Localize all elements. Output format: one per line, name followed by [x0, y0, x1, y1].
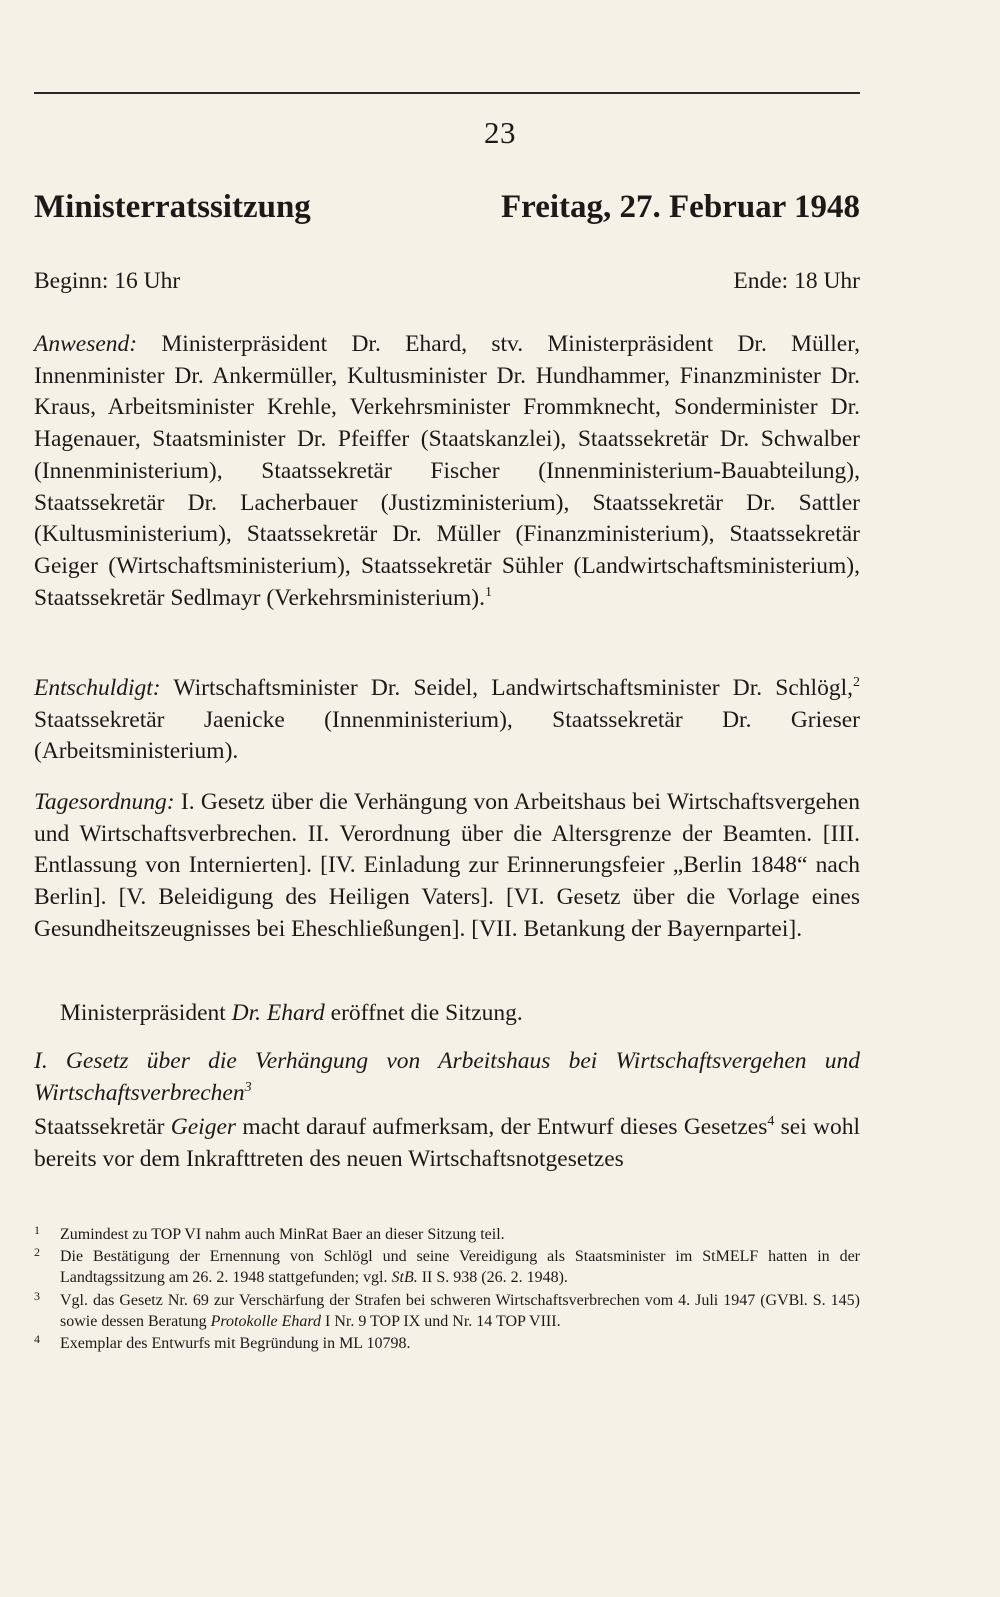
excused-paragraph: [34, 673, 860, 768]
footnote-italic: StB.: [391, 1269, 418, 1287]
header-rule: [34, 92, 860, 94]
item-heading-text: I. Gesetz über die Verhängung von Arbeitshaus bei Wirtschaftsvergehen und Wirtschaftsverbrechen: [34, 1048, 860, 1106]
item-body-text-a: macht darauf aufmerksam, der Entwurf dieses Gesetzes: [236, 1114, 768, 1140]
footnote-ref-3: 3: [244, 1079, 252, 1095]
footnote-3: [34, 1290, 860, 1332]
attendance-text: Ministerpräsident Dr. Ehard, stv. Ministerpräsident Dr. Müller, Innenminister Dr. Ankermüller, Kultusminister Dr. Hundhammer, Finanzminister Dr. Kraus, Arbeitsminister Krehle, Verkehrsminister Frommknecht, Sonderminister Dr. Hagenauer, Staatsminister Dr. Pfeiffer (Staatskanzlei), Staatssekretär Dr. Schwalber (Innenministerium), Staatssekretär Fischer (Innenministerium-Bauabteilung), Staatssekretär Dr. Lacherbauer (Justizministerium), Staatssekretär Dr. Sattler (Kultusministerium), Staatssekretär Dr. Müller (Finanzministerium), Staatssekretär Geiger (Wirtschaftsministerium), Staatssekretär Sühler (Landwirtschaftsministerium), Staatssekretär Sedlmayr (Verkehrsministerium).: [34, 331, 860, 611]
footnote-text-a: Die Bestätigung der Ernennung von Schlögl und seine Vereidigung als Staatsminister im StMELF hatten in der Landtagssitzung am 26. 2. 1948 stattgefunden; vgl.: [60, 1248, 860, 1287]
session-times: [34, 266, 860, 296]
footnote-ref-1: 1: [484, 584, 492, 600]
footnotes: [34, 1224, 860, 1355]
footnote-number: 3: [34, 1288, 40, 1303]
session-header: [34, 187, 860, 227]
attendance-paragraph: [34, 329, 860, 614]
agenda-item-heading: [34, 1046, 860, 1109]
agenda-text: I. Gesetz über die Verhängung von Arbeitshaus bei Wirtschaftsvergehen und Wirtschaftsverbrechen. II. Verordnung über die Altersgrenze der Beamten. [III. Entlassung von Internierten]. [IV. Einladung zur Erinnerungsfeier „Berlin 1848“ nach Berlin]. [V. Beleidigung des Heiligen Vaters]. [VI. Gesetz über die Vorlage eines Gesundheitszeugnisses bei Eheschließungen]. [VII. Betankung der Bayernpartei].: [34, 789, 860, 942]
session-date: Freitag, 27. Februar 1948: [501, 189, 860, 225]
footnote-ref-4: 4: [767, 1114, 775, 1130]
footnote-number: 2: [34, 1245, 40, 1260]
item-body-text-b: sei wohl bereits vor dem Inkrafttreten des neuen Wirtschaftsnotgesetzes: [34, 1114, 860, 1172]
footnote-number: 4: [34, 1332, 40, 1347]
agenda-item-body: [34, 1112, 860, 1175]
agenda-paragraph: [34, 787, 860, 946]
item-body-name: Geiger: [170, 1114, 237, 1140]
footnote-4: [34, 1333, 860, 1354]
footnote-1: [34, 1224, 860, 1245]
opening-suffix: eröffnet die Sitzung.: [324, 1000, 523, 1026]
session-title: Ministerratssitzung: [34, 189, 311, 225]
footnote-text: Zumindest zu TOP VI nahm auch MinRat Baer an dieser Sitzung teil.: [60, 1226, 505, 1243]
excused-text-b: Staatssekretär Jaenicke (Innenministerium), Staatssekretär Dr. Grieser (Arbeitsministerium).: [34, 706, 860, 765]
footnote-text-b: II S. 938 (26. 2. 1948).: [417, 1269, 568, 1287]
footnote-2: [34, 1246, 860, 1288]
end-time: Ende: 18 Uhr: [733, 268, 860, 294]
excused-text-a: Wirtschaftsminister Dr. Seidel, Landwirtschaftsminister Dr. Schlögl,: [160, 675, 853, 701]
begin-time: Beginn: 16 Uhr: [34, 268, 181, 294]
excused-label: Entschuldigt:: [34, 675, 161, 701]
footnote-text: Exemplar des Entwurfs mit Begründung in ML 10798.: [60, 1335, 411, 1353]
footnote-text-a: Vgl. das Gesetz Nr. 69 zur Verschärfung der Strafen bei schweren Wirtschaftsverbrechen vom 4. Juli 1947 (GVBl. S. 145) sowie dessen Beratung: [60, 1291, 860, 1330]
agenda-label: Tagesordnung:: [34, 789, 175, 815]
item-body-prefix: Staatssekretär: [34, 1114, 171, 1140]
opening-paragraph: [60, 998, 860, 1030]
footnote-number: 1: [34, 1223, 40, 1237]
attendance-label: Anwesend:: [34, 331, 138, 357]
footnote-italic: Protokolle Ehard: [210, 1312, 321, 1330]
footnote-ref-2: 2: [853, 675, 860, 691]
opening-name: Dr. Ehard: [231, 1000, 325, 1026]
opening-prefix: Ministerpräsident: [60, 1000, 232, 1026]
footnote-text-b: I Nr. 9 TOP IX und Nr. 14 TOP VIII.: [321, 1312, 561, 1330]
page-number: 23: [484, 115, 516, 150]
